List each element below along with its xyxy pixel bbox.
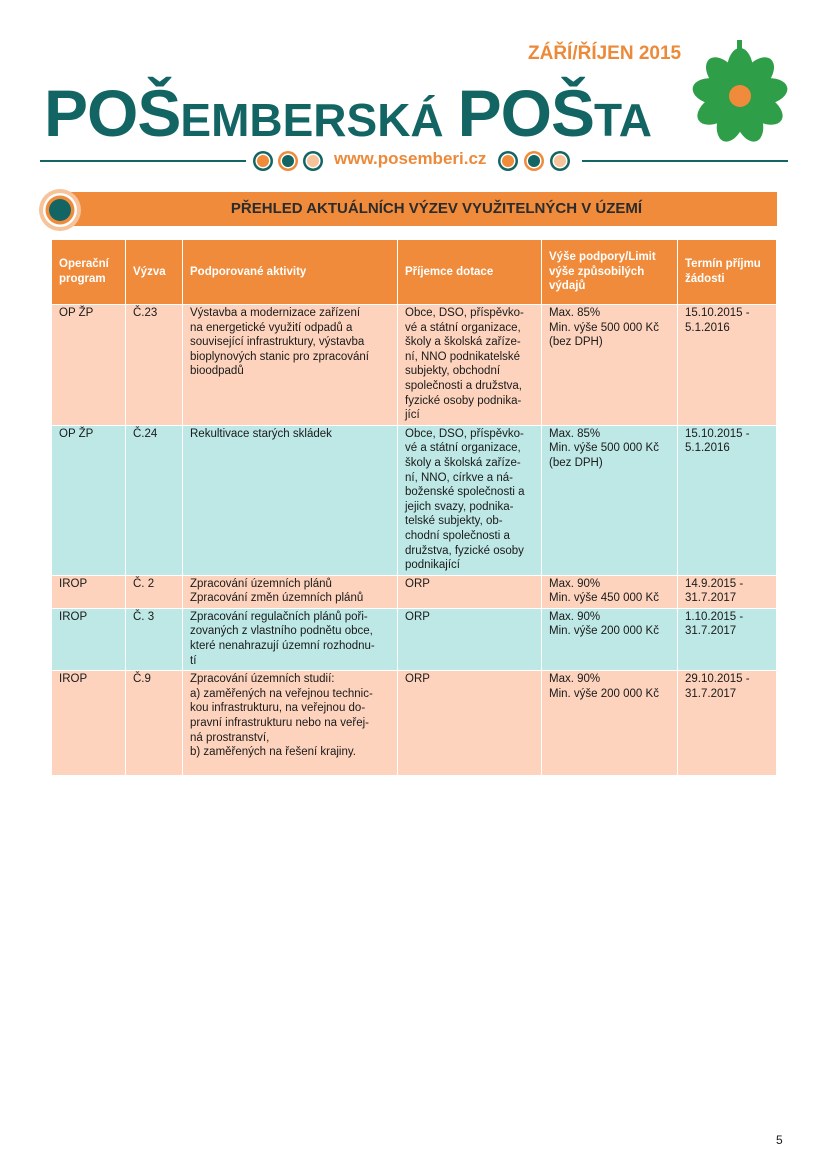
ring-icon [497, 150, 519, 172]
cell-call: Č. 2 [126, 575, 183, 608]
cell-program: IROP [52, 671, 126, 776]
column-header: Výzva [126, 240, 183, 305]
page-number: 5 [776, 1133, 783, 1147]
masthead-part-1: POŠ [44, 76, 181, 150]
column-header: Podporované aktivity [183, 240, 398, 305]
ring-icon [523, 150, 545, 172]
cell-support: Max. 90% Min. výše 450 000 Kč [542, 575, 678, 608]
cell-call: Č. 3 [126, 608, 183, 670]
masthead-part-2: EMBERSKÁ [180, 94, 444, 146]
cell-recipients: ORP [398, 671, 542, 776]
ring-icon [277, 150, 299, 172]
cell-activities: Zpracování regulačních plánů poři- zovaných z vlastního podnětu obce, které nenahrazují územní rozhodnu- tí [183, 608, 398, 670]
table-row [52, 425, 777, 575]
cell-term: 14.9.2015 - 31.7.2017 [678, 575, 777, 608]
masthead-part-4: TA [594, 94, 652, 146]
section-banner [56, 192, 777, 226]
website-link[interactable]: www.posemberi.cz [334, 149, 487, 168]
cell-support: Max. 85% Min. výše 500 000 Kč (bez DPH) [542, 305, 678, 426]
cell-support: Max. 90% Min. výše 200 000 Kč [542, 671, 678, 776]
cell-call: Č.24 [126, 425, 183, 575]
ring-icon [549, 150, 571, 172]
header-rule-right [582, 160, 788, 162]
cell-activities: Zpracování územních plánů Zpracování změn územních plánů [183, 575, 398, 608]
cell-support: Max. 85% Min. výše 500 000 Kč (bez DPH) [542, 425, 678, 575]
cell-activities: Zpracování územních studií: a) zaměřených na veřejnou technic- kou infrastrukturu, na veřejnou do- pravní infrastrukturu nebo na veřej- ná prostranství, b) zaměřených na řešení krajiny. [183, 671, 398, 776]
section-title: PŘEHLED AKTUÁLNÍCH VÝZEV VYUŽITELNÝCH V ÚZEMÍ [230, 200, 643, 217]
cell-recipients: Obce, DSO, příspěvko- vé a státní organizace, školy a školská zaříze- ní, NNO podnikatelské subjekty, obchodní společnosti a družstva, fyzické osoby podnika- jící [398, 305, 542, 426]
table-header-row [52, 240, 777, 305]
table-row [52, 575, 777, 608]
cell-call: Č.9 [126, 671, 183, 776]
cell-program: IROP [52, 575, 126, 608]
table-row [52, 671, 777, 776]
masthead-title [44, 78, 652, 148]
table-row [52, 608, 777, 670]
cell-program: OP ŽP [52, 425, 126, 575]
cell-term: 29.10.2015 - 31.7.2017 [678, 671, 777, 776]
cell-call: Č.23 [126, 305, 183, 426]
cell-program: OP ŽP [52, 305, 126, 426]
ring-icon [252, 150, 274, 172]
header-rule-left [40, 160, 246, 162]
table-body [52, 305, 777, 776]
cell-recipients: Obce, DSO, příspěvko- vé a státní organizace, školy a školská zaříze- ní, NNO, církve a ná- boženské společnosti a jejich svazy, podnika- telské subjekty, ob- chodní společnosti a družstva, fyzické osoby podnikající [398, 425, 542, 575]
banner-ring-icon [38, 188, 82, 232]
calls-table [51, 239, 777, 776]
flower-logo-icon [690, 38, 790, 146]
cell-term: 15.10.2015 - 5.1.2016 [678, 425, 777, 575]
column-header: Výše podpory/Limit výše způsobilých výdajů [542, 240, 678, 305]
cell-recipients: ORP [398, 608, 542, 670]
cell-term: 1.10.2015 - 31.7.2017 [678, 608, 777, 670]
column-header: Operační program [52, 240, 126, 305]
cell-support: Max. 90% Min. výše 200 000 Kč [542, 608, 678, 670]
table-row [52, 305, 777, 426]
cell-recipients: ORP [398, 575, 542, 608]
cell-term: 15.10.2015 - 5.1.2016 [678, 305, 777, 426]
ring-icon [302, 150, 324, 172]
column-header: Příjemce dotace [398, 240, 542, 305]
cell-program: IROP [52, 608, 126, 670]
cell-activities: Rekultivace starých skládek [183, 425, 398, 575]
issue-date: ZÁŘÍ/ŘÍJEN 2015 [528, 43, 682, 64]
cell-activities: Výstavba a modernizace zařízení na energetické využití odpadů a související infrastruktury, výstavba bioplynových stanic pro zpracování bioodpadů [183, 305, 398, 426]
masthead-part-3: POŠ [457, 76, 595, 150]
column-header: Termín příjmu žádosti [678, 240, 777, 305]
